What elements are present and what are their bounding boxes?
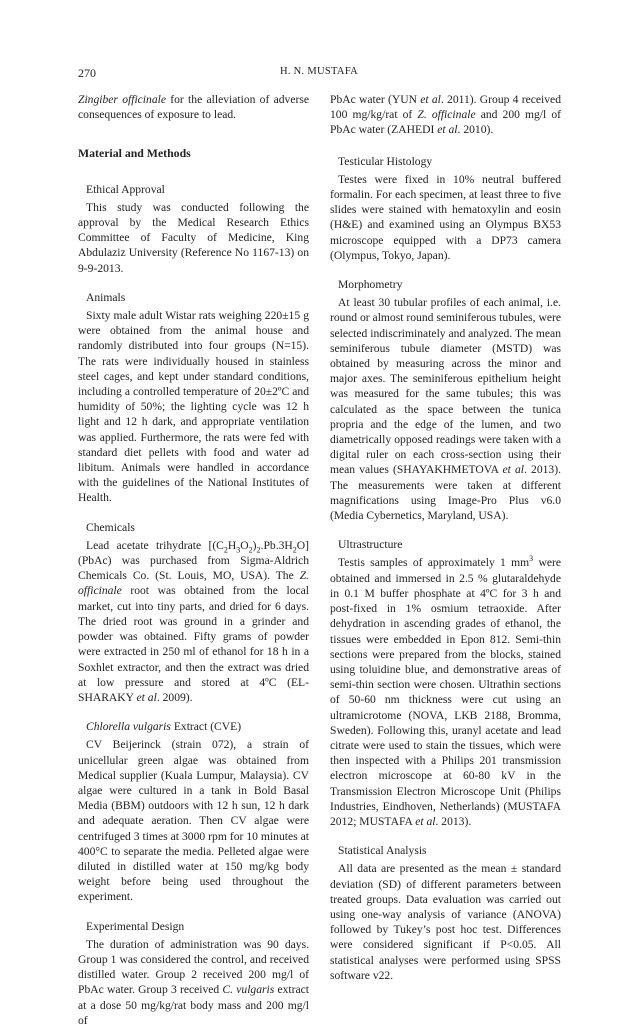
ultra-part: were obtained and immersed in 2.5 % glutaraldehyde in 0.1 M buffer phosphate at 4ºC for 3 h and post-fixed in 1% osmium tetraoxide. After dehydration in ascending grades of ethanol, the tissues were embedded in Epon 812. Semi-thin sections were prepared from the blocks, stained using toluidine blue, and demonstrative areas of semi-thin section were chosen. Ultrathin sections of 50-60 nm thickness were cut using an ultramicrotome (NOVA, LKB 2188, Bromma, Sweden). Following this, uranyl acetate and lead citrate were used to stain the tissues, which were then inspected with a Philips 201 transmission electron microscope at 60-80 kV in the Transmission Electron Microscope Unit (Philips Industries, Eindhoven, Netherlands) (MUSTAFA 2012; MUSTAFA xyxy=(330,556,561,828)
chem-part: O xyxy=(240,538,249,552)
design-part: extract at a dose 50 mg/kg/rat body mass and 200 mg/l of xyxy=(78,983,309,1027)
ultrastructure-heading: Ultrastructure xyxy=(338,538,403,552)
statistical-analysis-heading: Statistical Analysis xyxy=(338,844,427,858)
cont-part: . 2011). Group 4 received 100 mg/kg/rat of xyxy=(330,93,561,122)
chem-part: H xyxy=(227,538,237,552)
morph-part: At least 30 tubular profiles of each animal, i.e. round or almost round seminiferous tubules, were selected indiscriminately and analyzed. The mean seminiferous tubule diameter (MSTD) was obtained by measuring across the minor and major axes. The seminiferous epithelium height was measured for the same tubules; this was calculated as the space between the tunica propria and the edge of the lumen, and two diametrically opposed readings were taken with a digital ruler on each cross-section using their mean values (SHAYAKHMETOVA xyxy=(330,296,561,477)
chem-part: .Pb.3H xyxy=(260,538,293,552)
morph-part: . 2013). The measurements were taken at different magnifications using Image-Pro Plus v6.0 (Media Cybernetics, Maryland, USA). xyxy=(330,463,561,523)
chemicals-text xyxy=(78,538,309,705)
morphometry-heading: Morphometry xyxy=(338,278,403,292)
ultrastructure-text xyxy=(330,555,561,829)
chem-sub: 2 xyxy=(256,545,261,555)
testicular-histology-heading: Testicular Histology xyxy=(338,154,433,168)
right-column xyxy=(330,92,561,983)
ethical-approval-text: This study was conducted following the approval by the Medical Research Ethics Committee of Faculty of Medicine, King Abdulaziz University (Reference No 1167-13) on 9-9-2013. xyxy=(78,200,309,275)
morph-etal: et al xyxy=(502,463,525,477)
cont-part: . 2010). xyxy=(457,123,494,137)
ultra-part: . 2013). xyxy=(435,814,472,828)
ultra-etal: et al xyxy=(415,814,436,828)
intro-italic: Zingiber officinale xyxy=(78,93,166,106)
design-part: The duration of administration was 90 days. Group 1 was considered the control, and received distilled water. Group 2 received 200 mg/l of PbAc water. Group 3 received xyxy=(78,937,309,997)
ethical-approval-heading: Ethical Approval xyxy=(86,182,165,196)
intro-rest: for the alleviation of adverse consequences of exposure to lead. xyxy=(78,93,310,122)
left-column xyxy=(78,92,309,1028)
chem-sub: 2 xyxy=(292,545,297,555)
cont-italic: Z. officinale xyxy=(417,108,476,122)
morphometry-text xyxy=(330,295,561,523)
cont-part: PbAc water (YUN xyxy=(330,93,421,106)
cve-heading-italic: Chlorella vulgaris xyxy=(86,720,171,734)
cont-part: and 200 mg/l of PbAc water (ZAHEDI xyxy=(330,108,561,137)
experimental-design-heading: Experimental Design xyxy=(86,919,185,933)
testicular-histology-text: Testes were fixed in 10% neutral buffered formalin. For each specimen, at least three to five slides were stained with hematoxylin and eosin (H&E) and examined using an Olympus BX53 microscope equipped with a DP73 camera (Olympus, Tokyo, Japan). xyxy=(330,172,561,262)
experimental-design-text xyxy=(78,937,309,1028)
intro-paragraph xyxy=(78,92,309,122)
cve-heading xyxy=(78,719,309,734)
ultra-sup: 3 xyxy=(529,554,534,564)
chem-etal: et al xyxy=(136,690,157,704)
chem-italic: Z. officinale xyxy=(78,569,309,598)
chem-part: . 2009). xyxy=(156,690,193,704)
chem-sub: 3 xyxy=(236,545,241,555)
page-number: 270 xyxy=(78,66,96,80)
chem-part: root was obtained from the local market, cut into tiny parts, and dried for 6 days. The dried root was ground in a grinder and powder was obtained. Fifty grams of powder were extracted in 250 ml of ethanol for 18 h in a Soxhlet extractor, and then the extract was dried at low pressure and stored at 4ºC (EL-SHARAKY xyxy=(78,584,309,704)
cve-text: CV Beijerinck (strain 072), a strain of unicellular green algae was obtained from Medical supplier (Kuala Lumpur, Malaysia). CV algae were cultured in a tank in Bold Basal Media (BBM) outdoors with 12 h sun, 12 h dark and adequate aeration. Then CV algae were centrifuged 3 times at 3000 rpm for 10 minutes at 400°C to separate the media. Pelleted algae were diluted in distilled water at 150 mg/kg body weight before being used throughout the experiment. xyxy=(78,738,309,904)
chem-part: ) xyxy=(252,538,257,552)
running-title: H. N. MUSTAFA xyxy=(279,66,359,77)
chem-part: Lead acetate trihydrate [(C xyxy=(86,538,224,552)
statistical-analysis-text: All data are presented as the mean ± standard deviation (SD) of different parameters between treated groups. Data evaluation was carried out using one-way analysis of variance (ANOVA) followed by Tukey’s post hoc test. Differences were considered significant if P<0.05. All statistical analyses were performed using SPSS software v22. xyxy=(330,862,561,982)
cont-etal: et al xyxy=(420,93,441,106)
chem-sub: 2 xyxy=(223,545,228,555)
chemicals-heading: Chemicals xyxy=(86,520,135,534)
material-methods-heading: Material and Methods xyxy=(78,146,191,161)
ultra-part: Testis samples of approximately 1 mm xyxy=(338,556,530,570)
continued-paragraph xyxy=(330,92,561,138)
cont-etal: et al xyxy=(437,123,458,137)
animals-text: Sixty male adult Wistar rats weighing 220±15 g were obtained from the animal house and randomly distributed into four groups (N=15). The rats were individually housed in stainless steel cages, and kept under standard conditions, including a controlled temperature of 20±2ºC and humidity of 50%; the lighting cycle was 12 h light and 12 h dark, and appropriate ventilation was applied. Furthermore, the rats were fed with standard diet pellets with food and water ad libitum. Animals were handled in accordance with the guidelines of the National Institutes of Health. xyxy=(78,309,309,505)
animals-heading: Animals xyxy=(86,290,126,304)
cve-heading-rest: Extract (CVE) xyxy=(170,720,242,734)
design-italic: C. vulgaris xyxy=(222,983,275,997)
chem-part: O] (PbAc) was purchased from Sigma-Aldrich Chemicals Co. (St. Louis, MO, USA). The xyxy=(78,538,309,583)
page-header xyxy=(78,66,560,82)
chem-sub: 2 xyxy=(248,545,253,555)
